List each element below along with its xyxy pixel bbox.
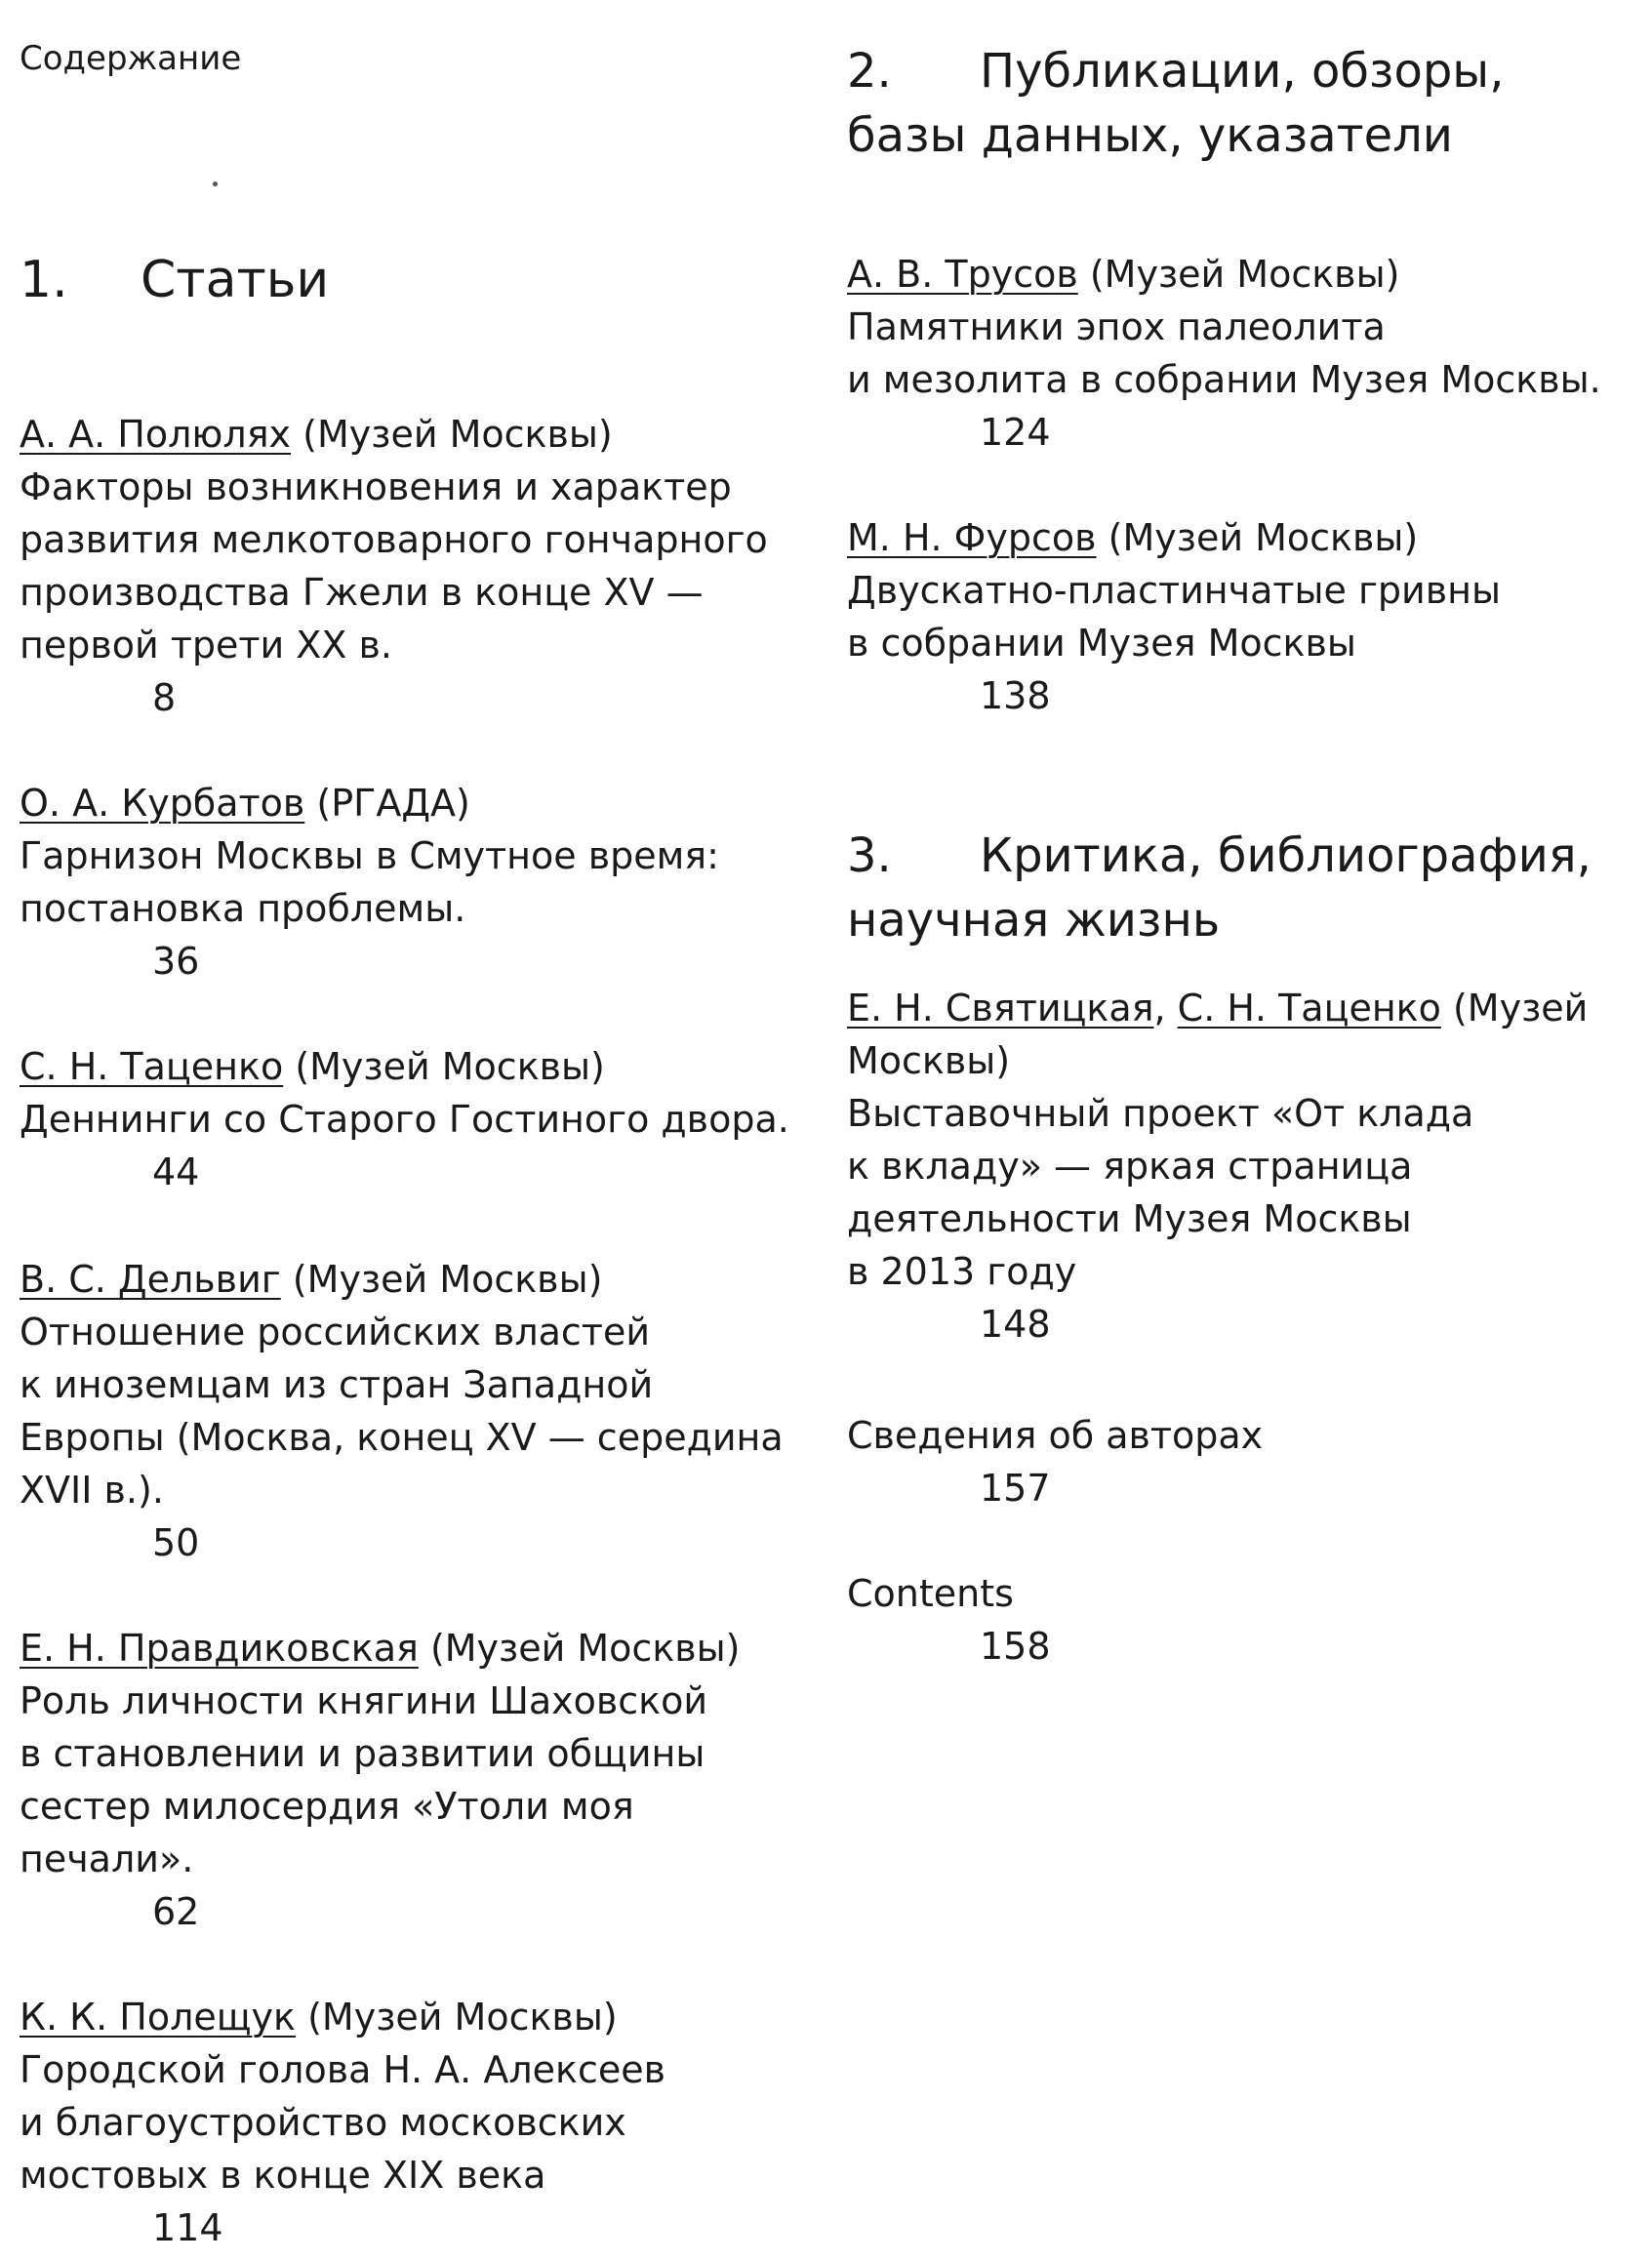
affiliation: (Музей Москвы) <box>295 1045 605 1088</box>
entry-title-line: Двускатно-пластинчатые гривны <box>847 569 1501 612</box>
toc-entry[interactable] <box>20 777 719 988</box>
page-number: 44 <box>152 1151 200 1193</box>
author-name[interactable]: А. А. Полюлях <box>20 413 292 456</box>
page-number: 50 <box>152 1521 200 1564</box>
entry-title-line: деятельности Музея Москвы <box>847 1197 1412 1240</box>
entry-title-line: мостовых в конце XIX века <box>20 2154 546 2197</box>
page-number: 148 <box>980 1303 1051 1346</box>
section-number: 1. <box>20 251 68 309</box>
section-number: 2. <box>847 44 892 99</box>
toc-entry[interactable] <box>20 1253 784 1569</box>
author-name[interactable]: Е. Н. Правдиковская <box>20 1627 419 1670</box>
section-title-line: Критика, библиография, <box>980 828 1592 883</box>
author-name[interactable]: К. К. Полещук <box>20 1996 296 2039</box>
page-number: 62 <box>152 1890 200 1933</box>
entry-title-line[interactable]: Сведения об авторах <box>847 1414 1264 1457</box>
affiliation: (Музей Москвы) <box>1108 516 1419 559</box>
section-title-line: научная жизнь <box>847 893 1221 948</box>
affiliation: (Музей Москвы) <box>429 1627 741 1670</box>
section-title-line: базы данных, указатели <box>847 108 1453 163</box>
section-number: 3. <box>847 828 892 883</box>
entry-title-line: в становлении и развитии общины <box>20 1732 705 1775</box>
entry-title-line: к иноземцам из стран Западной <box>20 1363 654 1406</box>
affiliation: (Музей Москвы) <box>1089 253 1400 296</box>
toc-entry[interactable] <box>847 1409 1263 1514</box>
entry-title-line: Роль личности княгини Шаховской <box>20 1679 708 1722</box>
section-heading-articles <box>20 248 329 312</box>
entry-title-line: сестер милосердия «Утоли моя <box>20 1785 634 1828</box>
author-name[interactable]: А. В. Трусов <box>847 253 1078 296</box>
section-title-line: Публикации, обзоры, <box>980 44 1505 99</box>
page-number: 158 <box>980 1625 1051 1668</box>
affiliation: (Музей <box>1452 987 1589 1030</box>
entry-title-line: Деннинги со Старого Гостиного двора. <box>20 1098 789 1141</box>
entry-title-line: к вкладу» — яркая страница <box>847 1145 1413 1188</box>
page-label: Содержание <box>20 39 242 78</box>
entry-title-line: Памятники эпох палеолита <box>847 305 1386 348</box>
entry-title-line: Гарнизон Москвы в Смутное время: <box>20 834 719 877</box>
author-name[interactable]: Е. Н. Святицкая <box>847 987 1154 1030</box>
toc-entry[interactable] <box>20 1991 665 2254</box>
entry-title-line: XVII в.). <box>20 1469 164 1512</box>
author-separator: , <box>1153 987 1178 1030</box>
entry-title-line: Факторы возникновения и характер <box>20 465 732 508</box>
page-number: 114 <box>152 2206 223 2249</box>
toc-entry[interactable] <box>847 248 1601 459</box>
toc-entry[interactable] <box>847 1567 1051 1673</box>
stray-mark <box>213 182 218 186</box>
entry-title-line: Городской голова Н. А. Алексеев <box>20 2048 665 2091</box>
section-heading-publications <box>847 39 1504 168</box>
entry-title-line: Европы (Москва, конец XV — середина <box>20 1416 784 1459</box>
affiliation: (Музей Москвы) <box>292 1258 603 1301</box>
author-name[interactable]: С. Н. Таценко <box>20 1045 284 1088</box>
entry-title-line: постановка проблемы. <box>20 887 466 930</box>
entry-title-line: в 2013 году <box>847 1250 1077 1293</box>
page-number: 124 <box>980 411 1051 454</box>
author-name[interactable]: В. С. Дельвиг <box>20 1258 281 1301</box>
author-name[interactable]: О. А. Курбатов <box>20 782 305 825</box>
entry-title-line: в собрании Музея Москвы <box>847 622 1356 665</box>
section-title: Статьи <box>141 251 330 309</box>
page-number: 36 <box>152 940 200 983</box>
toc-entry[interactable] <box>20 1622 741 1938</box>
entry-title-line: и благоустройство московских <box>20 2101 626 2144</box>
affiliation: (Музей Москвы) <box>302 413 613 456</box>
entry-title-line: и мезолита в собрании Музея Москвы. <box>847 358 1601 401</box>
toc-entry[interactable] <box>20 1040 789 1198</box>
page-number: 138 <box>980 674 1051 717</box>
toc-entry[interactable] <box>847 982 1588 1351</box>
author-name[interactable]: М. Н. Фурсов <box>847 516 1097 559</box>
entry-title-line: печали». <box>20 1837 194 1880</box>
affiliation: (Музей Москвы) <box>307 1996 618 2039</box>
entry-title-line: развития мелкотоварного гончарного <box>20 518 768 561</box>
entry-title-line: первой трети XX в. <box>20 624 392 666</box>
section-heading-criticism <box>847 824 1592 952</box>
affiliation: (РГАДА) <box>316 782 470 825</box>
affiliation: Москвы) <box>847 1039 1011 1082</box>
page-number: 8 <box>152 676 177 719</box>
entry-title-line: Выставочный проект «От клада <box>847 1092 1474 1135</box>
entry-title-line[interactable]: Contents <box>847 1572 1014 1615</box>
toc-entry[interactable] <box>20 408 768 724</box>
entry-title-line: производства Гжели в конце XV — <box>20 571 704 614</box>
entry-title-line: Отношение российских властей <box>20 1311 651 1353</box>
page-number: 157 <box>980 1467 1051 1510</box>
toc-entry[interactable] <box>847 511 1501 722</box>
author-name[interactable]: С. Н. Таценко <box>1177 987 1441 1030</box>
